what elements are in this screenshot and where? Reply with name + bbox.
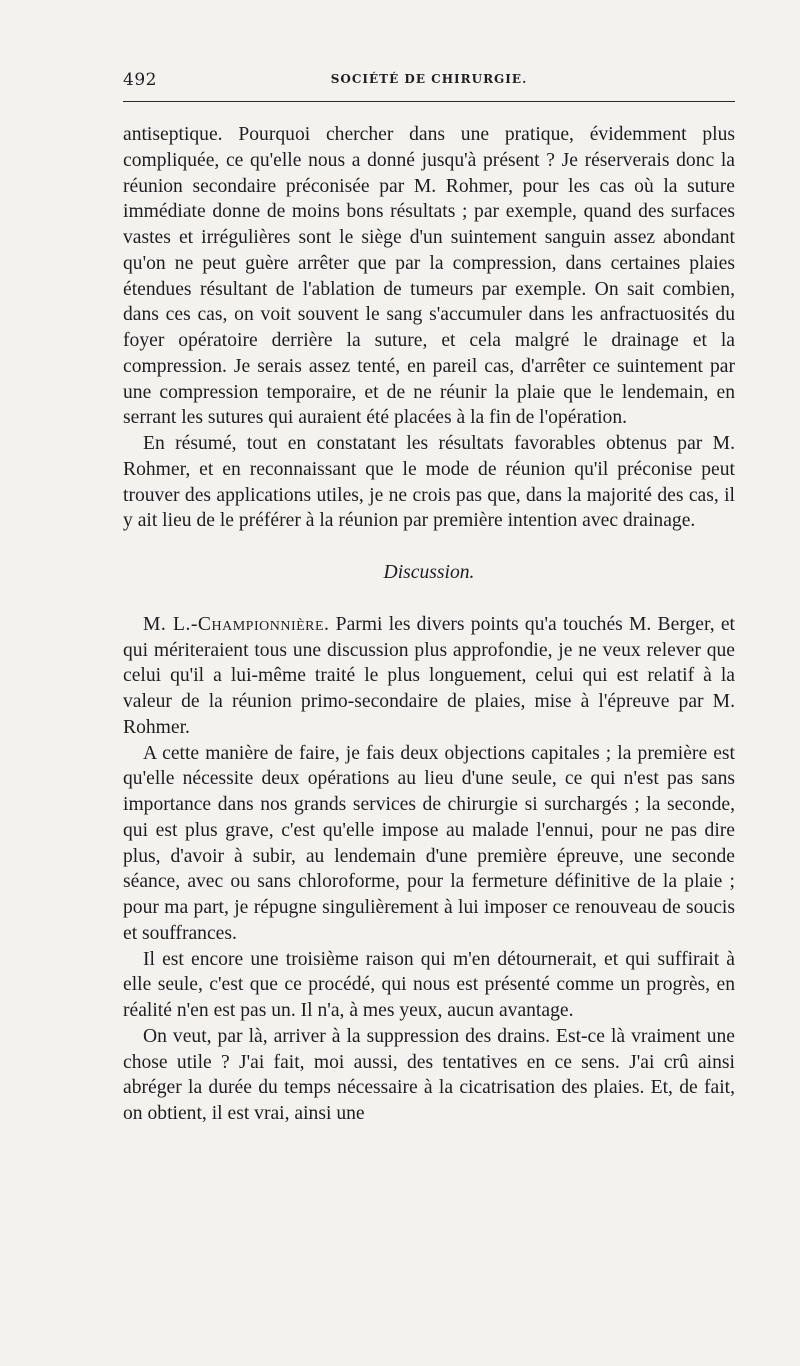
paragraph-2: En résumé, tout en constatant les résultats favorables obtenus par M. Rohmer, et en reconnaissant que le mode de réunion qu'il préconise peut trouver des applications utiles, je ne crois pas que, dans la majorité des cas, il y ait lieu de le préférer à la réunion par première intention avec drainage. [123,433,735,532]
running-head: SOCIÉTÉ DE CHIRURGIE. [330,72,528,86]
paragraph-6: On veut, par là, arriver à la suppression des drains. Est-ce là vraiment une chose utile ? J'ai fait, moi aussi, des tentatives en ce sens. J'ai crû ainsi abréger la durée du temps nécessaire à la cicatrisation des plaies. Et, de fait, on obtient, il est vrai, ainsi une [123,1025,735,1124]
page-number: 492 [123,70,157,90]
paragraph-1: antiseptique. Pourquoi chercher dans une pratique, évidemment plus compliquée, ce qu'elle nous a donné jusqu'à présent ? Je réserverais donc la réunion secondaire préconisée par M. Rohmer, pour les cas où la suture immédiate donne de moins bons résultats ; par exemple, quand des surfaces vastes et irrégulières sont le siège d'un suintement sanguin assez abondant qu'on ne peut guère arrêter que par la compression, dans certaines plaies étendues résultant de l'ablation de tumeurs par exemple. On sait combien, dans ces cas, on voit souvent le sang s'accumuler dans les anfractuosités du foyer opératoire derrière la suture, et cela malgré le drainage et la compression. Je serais assez tenté, en pareil cas, d'arrêter ce suintement par une compression temporaire, et de ne réunir la plaie que le lendemain, en serrant les sutures qui auraient été placées à la fin de l'opération. [123,124,735,429]
paragraph-3 [123,612,735,741]
paragraph-4: A cette manière de faire, je fais deux objections capitales ; la première est qu'elle nécessite deux opérations au lieu d'une seule, ce qui n'est pas sans importance dans nos grands services de chirurgie si surchargés ; la seconde, qui est plus grave, c'est qu'elle impose au malade l'ennui, pour ne pas dire plus, d'avoir à subir, au lendemain d'une première épreuve, une seconde séance, avec ou sans chloroforme, pour la fermeture définitive de la plaie ; pour ma part, je répugne singulièrement à lui imposer ce renouveau de soucis et souffrances. [123,742,735,944]
speaker-name: M. L.-Championnière. [143,613,330,635]
header-rule [123,101,735,102]
section-heading: Discussion. [383,562,475,583]
paragraph-5: Il est encore une troisième raison qui m'en détournerait, et qui suffirait à elle seule, c'est que ce procédé, qui nous est présenté comme un progrès, en réalité n'en est pas un. Il n'a, à mes yeux, aucun avantage. [123,948,735,1021]
body-text [123,122,735,1127]
page-header [123,70,735,94]
paragraph-3-text: Parmi les divers points qu'a touchés M. Berger, et qui mériteraient tous une discussion plus approfondie, je ne veux relever que celui qu'il a lui-même traité le plus longuement, celui qui est relatif à la valeur de la réunion primo-secondaire de plaies, mise à l'épreuve par M. Rohmer. [123,613,735,738]
